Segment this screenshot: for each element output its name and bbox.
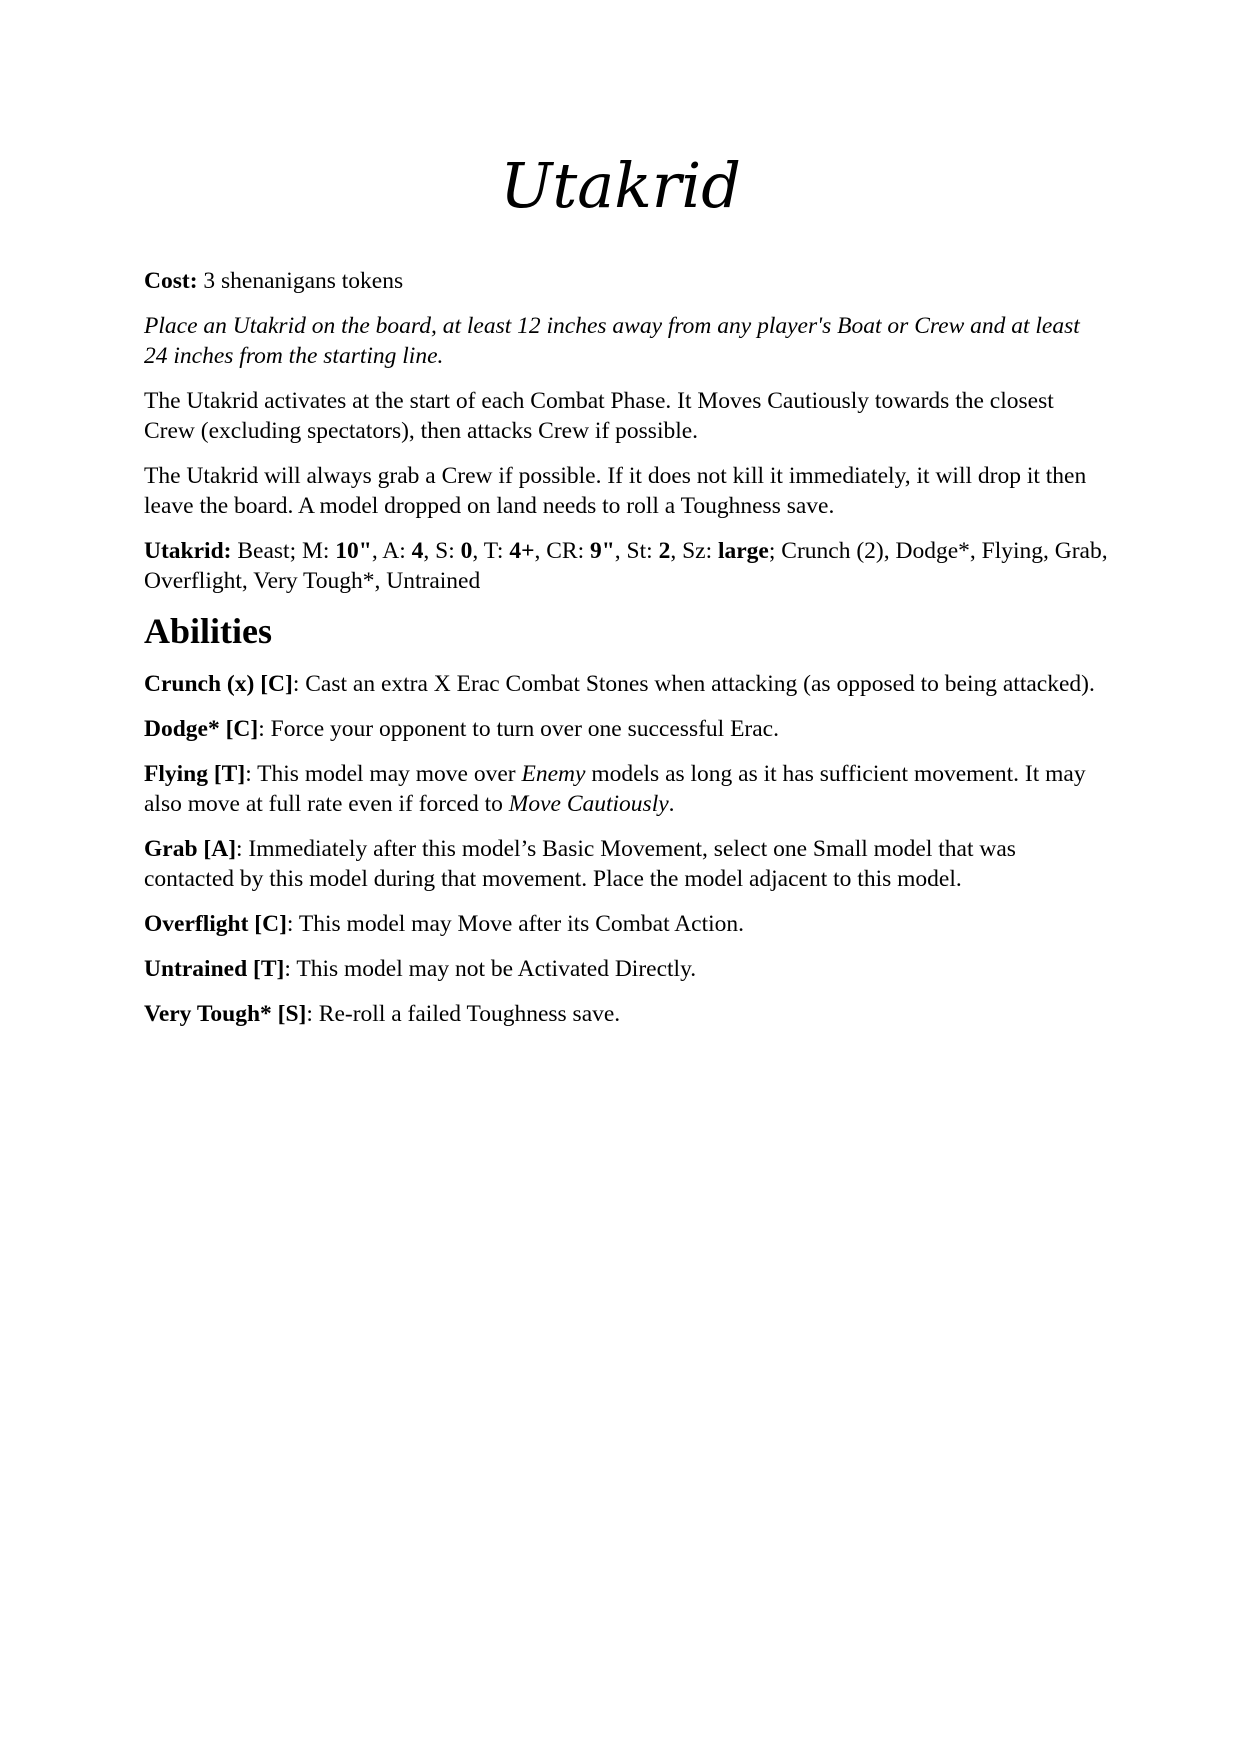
stat-size-label: , Sz: bbox=[670, 538, 718, 564]
ability-overflight bbox=[144, 909, 1109, 939]
stat-type: Beast; M: bbox=[231, 538, 336, 564]
stat-toughness: 4+ bbox=[509, 538, 535, 564]
ability-crunch bbox=[144, 669, 1109, 699]
stat-toughness-label: , T: bbox=[472, 538, 510, 564]
ability-name: Untrained [T] bbox=[144, 956, 285, 982]
stat-st: 2 bbox=[658, 538, 671, 564]
stat-strength: 0 bbox=[460, 538, 473, 564]
ability-name: Grab [A] bbox=[144, 836, 237, 862]
stat-line bbox=[144, 536, 1109, 596]
stat-size: large bbox=[717, 538, 769, 564]
ability-dodge bbox=[144, 714, 1109, 744]
stat-strength-label: , S: bbox=[423, 538, 461, 564]
move-cautiously-term: Move Cautiously bbox=[508, 791, 669, 817]
stat-cr: 9" bbox=[590, 538, 615, 564]
ability-text: : Cast an extra X Erac Combat Stones when attacking (as opposed to being attacked). bbox=[292, 671, 1095, 697]
ability-name: Overflight [C] bbox=[144, 911, 287, 937]
cost-line bbox=[144, 266, 1109, 296]
stat-attack-label: , A: bbox=[371, 538, 412, 564]
stat-move: 10" bbox=[335, 538, 372, 564]
ability-untrained bbox=[144, 954, 1109, 984]
stat-cr-label: , CR: bbox=[534, 538, 590, 564]
stat-attack: 4 bbox=[411, 538, 424, 564]
ability-text: : Immediately after this model’s Basic Movement, select one Small model that was contacted by this model during that movement. Place the model adjacent to this model. bbox=[144, 836, 1016, 892]
ability-name: Flying [T] bbox=[144, 761, 246, 787]
ability-grab bbox=[144, 834, 1109, 894]
ability-text: : This model may move over bbox=[245, 761, 522, 787]
ability-name: Very Tough* [S] bbox=[144, 1001, 307, 1027]
ability-text: : Re-roll a failed Toughness save. bbox=[306, 1001, 621, 1027]
ability-name: Crunch (x) [C] bbox=[144, 671, 293, 697]
stat-name: Utakrid: bbox=[144, 538, 232, 564]
document-body bbox=[144, 266, 1109, 1044]
grab-paragraph: The Utakrid will always grab a Crew if possible. If it does not kill it immediately, it will drop it then leave the board. A model dropped on land needs to roll a Toughness save. bbox=[144, 463, 1087, 519]
placement-text: Place an Utakrid on the board, at least 12 inches away from any player's Boat or Crew and at least 24 inches from the starting line. bbox=[144, 313, 1080, 369]
ability-text: : This model may not be Activated Directly. bbox=[284, 956, 697, 982]
ability-text: . bbox=[668, 791, 675, 817]
ability-text: models as long as it has sufficient movement. It may also move at full rate even if forced to bbox=[144, 761, 1086, 817]
stat-st-label: , St: bbox=[614, 538, 659, 564]
cost-label: Cost: bbox=[144, 268, 198, 294]
stat-traits: ; Crunch (2), Dodge*, Flying, Grab, Overflight, Very Tough*, Untrained bbox=[144, 538, 1108, 594]
cost-value: 3 shenanigans tokens bbox=[197, 268, 404, 294]
ability-very-tough bbox=[144, 999, 1109, 1029]
ability-text: : Force your opponent to turn over one successful Erac. bbox=[258, 716, 779, 742]
ability-name: Dodge* [C] bbox=[144, 716, 259, 742]
ability-text: : This model may Move after its Combat Action. bbox=[286, 911, 745, 937]
abilities-heading: Abilities bbox=[144, 611, 273, 651]
enemy-term: Enemy bbox=[521, 761, 586, 787]
ability-flying bbox=[144, 759, 1109, 819]
activation-paragraph: The Utakrid activates at the start of each Combat Phase. It Moves Cautiously towards the closest Crew (excluding spectators), then attacks Crew if possible. bbox=[144, 388, 1054, 444]
page-title: Utakrid bbox=[500, 149, 741, 222]
